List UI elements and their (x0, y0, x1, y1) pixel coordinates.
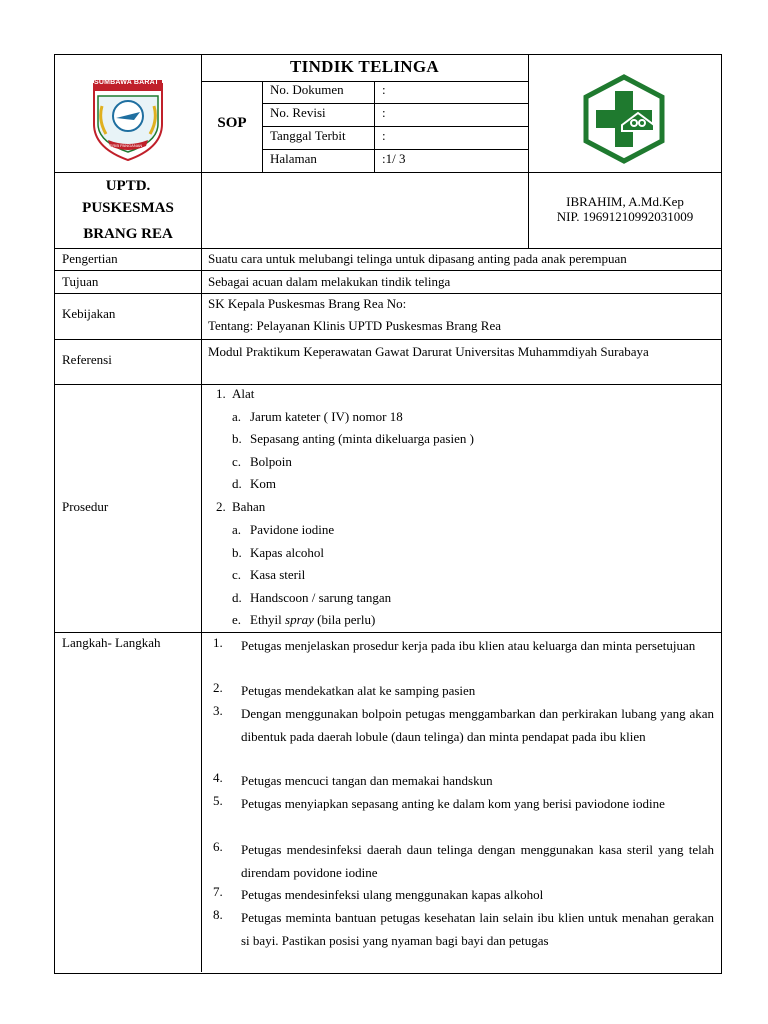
row-sep-prosedur (54, 384, 722, 385)
alat-item: Kom (250, 476, 276, 491)
prosedur-num-1: 1. (216, 386, 226, 401)
field-value-revisi: : (382, 105, 386, 120)
pengertian-text: Suatu cara untuk melubangi telinga untuk dipasang anting pada anak perempuan (208, 251, 627, 266)
bahan-item: Kapas alcohol (250, 545, 325, 560)
alat-item: Bolpoin (250, 454, 292, 469)
signer-name: IBRAHIM, A.Md.Kep (566, 194, 684, 209)
kebijakan-line-2: Tentang: Pelayanan Klinis UPTD Puskesmas Brang Rea (208, 318, 501, 333)
alat-item: Jarum kateter ( IV) nomor 18 (250, 409, 403, 424)
prosedur-num-2: 2. (216, 499, 226, 514)
row-sep-langkah (54, 632, 722, 633)
step-text: Petugas mendesinfeksi ulang menggunakan kapas alkohol (241, 887, 544, 902)
col-divider (201, 54, 202, 972)
document-title: TINDIK TELINGA (290, 57, 439, 76)
step-number: 6. (213, 839, 223, 854)
row-sep-tujuan (54, 270, 722, 271)
alat-letter-a: a. (232, 409, 242, 424)
border-top (54, 54, 722, 55)
step-text: Dengan menggunakan bolpoin petugas menggambarkan dan perkirakan lubang yang akan dibentuk pada daerah lobule (daun telinga) dan minta pendapat pada ibu klien (241, 706, 714, 744)
field-label-dokumen: No. Dokumen (270, 82, 344, 97)
bahan-item: Kasa steril (250, 567, 306, 582)
bahan-letter-d: d. (232, 590, 242, 605)
tujuan-label: Tujuan (62, 274, 99, 289)
row-sep-referensi (54, 339, 722, 340)
step-number: 7. (213, 884, 223, 899)
alat-title: Alat (232, 386, 255, 401)
org-name-line-3: BRANG REA (83, 226, 173, 242)
bahan-letter-c: c. (232, 567, 242, 582)
langkah-label: Langkah- Langkah (62, 635, 161, 650)
field-value-tanggal: : (382, 128, 386, 143)
step-number: 3. (213, 703, 223, 718)
border-bottom (54, 973, 722, 974)
prosedur-label: Prosedur (62, 499, 109, 514)
step-number: 2. (213, 680, 223, 695)
field-sep-3 (262, 149, 528, 150)
sumbawa-barat-crest-icon (88, 76, 168, 162)
crest-banner-text: SUMBAWA BARAT (94, 79, 159, 86)
pengertian-label: Pengertian (62, 251, 118, 266)
bahan-item: Pavidone iodine (250, 522, 335, 537)
field-sep-2 (262, 126, 528, 127)
kebijakan-line-1: SK Kepala Puskesmas Brang Rea No: (208, 296, 407, 311)
step-text: Petugas mencuci tangan dan memakai handskun (241, 773, 493, 788)
tujuan-text: Sebagai acuan dalam melakukan tindik telinga (208, 274, 451, 289)
field-value-halaman: :1/ 3 (382, 151, 406, 166)
border-right (721, 54, 722, 974)
bahan-letter-a: a. (232, 522, 242, 537)
bahan-item: Handscoon / sarung tangan (250, 590, 392, 605)
step-number: 8. (213, 907, 223, 922)
sop-label: SOP (217, 115, 247, 131)
bahan-spray-c: (bila perlu) (313, 612, 376, 627)
alat-letter-d: d. (232, 476, 242, 491)
alat-letter-b: b. (232, 431, 242, 446)
field-label-revisi: No. Revisi (270, 105, 326, 120)
referensi-text: Modul Praktikum Keperawatan Gawat Darurat Universitas Muhammdiyah Surabaya (208, 344, 649, 359)
step-number: 1. (213, 635, 223, 650)
step-text: Petugas menjelaskan prosedur kerja pada ibu klien atau keluarga dan minta persetujuan (241, 638, 696, 653)
field-label-halaman: Halaman (270, 151, 317, 166)
step-number: 4. (213, 770, 223, 785)
step-text: Petugas meminta bantuan petugas kesehatan lain selain ibu klien untuk menahan gerakan si bayi. Pastikan posisi yang nyaman bagi bayi dan petugas (241, 910, 714, 948)
step-text: Petugas mendesinfeksi daerah daun telinga dengan menggunakan kasa steril yang telah direndam povidone iodine (241, 842, 714, 880)
bahan-spray-b: spray (285, 612, 314, 627)
kebijakan-label: Kebijakan (62, 306, 116, 321)
signer-nip: NIP. 19691210992031009 (556, 209, 694, 224)
field-sep-1 (262, 103, 528, 104)
crest-ribbon-text: SERIB PANGANAN (107, 143, 143, 148)
bahan-spray-a: Ethyil (250, 612, 286, 627)
step-number: 5. (213, 793, 223, 808)
puskesmas-logo-icon (582, 73, 666, 165)
org-name-line-2: PUSKESMAS (82, 200, 174, 216)
step-text: Petugas mendekatkan alat ke samping pasien (241, 683, 476, 698)
alat-item: Sepasang anting (minta dikeluarga pasien ) (250, 431, 474, 446)
field-value-dokumen: : (382, 82, 386, 97)
step-text: Petugas menyiapkan sepasang anting ke dalam kom yang berisi paviodone iodine (241, 796, 665, 811)
alat-letter-c: c. (232, 454, 242, 469)
bahan-letter-b: b. (232, 545, 242, 560)
org-name-line-1: UPTD. (105, 178, 151, 194)
title-bottom (201, 81, 528, 82)
row-sep-kebijakan (54, 293, 722, 294)
referensi-label: Referensi (62, 352, 112, 367)
bahan-title: Bahan (232, 499, 266, 514)
bahan-item-spray (250, 612, 375, 627)
bahan-letter-e: e. (232, 612, 242, 627)
field-label-tanggal: Tanggal Terbit (270, 128, 346, 143)
